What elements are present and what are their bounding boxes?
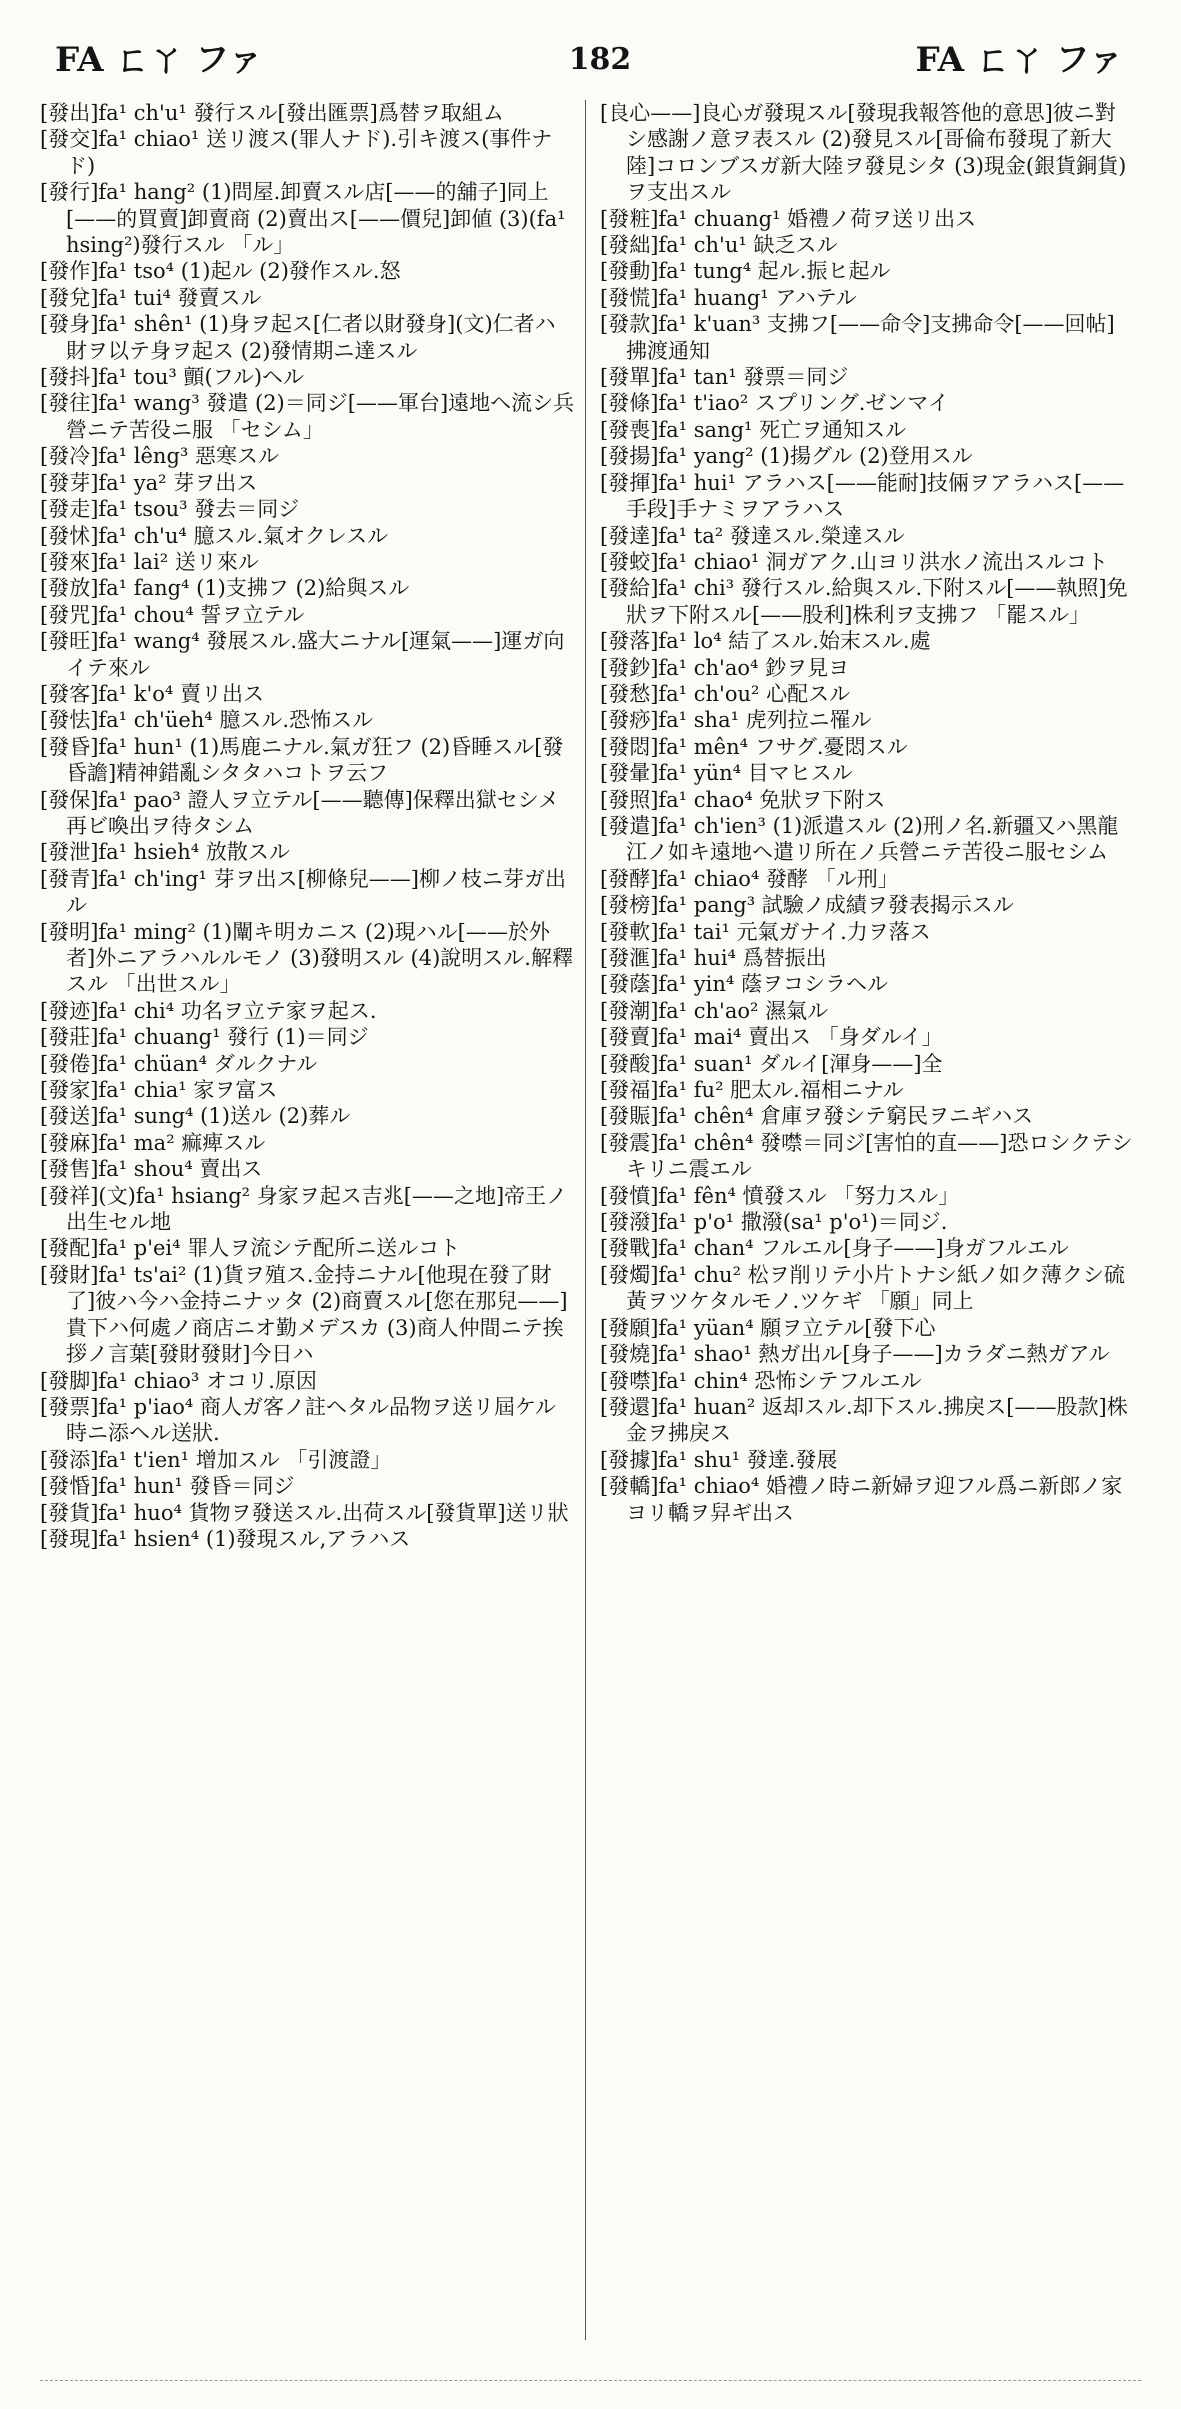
dictionary-entry: [發祥](文)fa¹ hsiang² 身家ヲ起ス吉兆[——之地]帝王ノ出生セル地 [40,1183,568,1235]
dictionary-entry: [發單]fa¹ tan¹ 發票＝同ジ [600,365,849,390]
dictionary-entry: [發抖]fa¹ tou³ 顫(フル)ヘル [40,365,305,390]
dictionary-entry: [發喪]fa¹ sang¹ 死亡ヲ通知スル [600,417,907,442]
dictionary-entry: [發票]fa¹ p'iao⁴ 商人ガ客ノ註ヘタル品物ヲ送リ屆ケル時ニ添ヘル送狀. [40,1394,556,1446]
dictionary-entry: [發痧]fa¹ sha¹ 虎列拉ニ罹ル [600,708,872,733]
left-column [40,100,575,1552]
dictionary-entry: [發家]fa¹ chia¹ 家ヲ富ス [40,1078,278,1103]
dictionary-entry: [發愁]fa¹ ch'ou² 心配スル [600,681,851,706]
page-number: 182 [568,42,632,77]
dictionary-entry: [發揮]fa¹ hui¹ アラハス[——能耐]技倆ヲアラハス[——手段]手ナミヲアラハス [600,470,1125,522]
dictionary-entry: [發咒]fa¹ chou⁴ 誓ヲ立テル [40,602,305,627]
dictionary-entry: [發福]fa¹ fu² 肥太ル.福相ニナル [600,1078,904,1103]
dictionary-entry: [發酵]fa¹ chiao⁴ 發酵 「ル刑」 [600,866,899,891]
dictionary-entry: [發放]fa¹ fang⁴ (1)支拂フ (2)給與スル [40,576,410,601]
right-column [600,100,1135,1526]
dictionary-entry: [發泄]fa¹ hsieh⁴ 放散スル [40,840,290,865]
dictionary-entry: [發燒]fa¹ shao¹ 熱ガ出ル[身子——]カラダニ熱ガアル [600,1342,1110,1367]
dictionary-entry: [發惛]fa¹ hun¹ 發昏＝同ジ [40,1474,295,1499]
dictionary-entry: [發往]fa¹ wang³ 發遣 (2)＝同ジ[——軍台]遠地ヘ流シ兵營ニテ苦役ニ服 「セシム」 [40,391,575,442]
dictionary-entry: [發暈]fa¹ yün⁴ 目マヒスル [600,761,853,786]
dictionary-entry: [發轎]fa¹ chiao⁴ 婚禮ノ時ニ新婦ヲ迎フル爲ニ新郎ノ家ヨリ轎ヲ舁ギ出ス [600,1474,1123,1525]
running-header-right: FA ㄈㄚ ファ [915,40,1123,80]
dictionary-entry: [良心——]良心ガ發現スル[發現我報答他的意思]彼ニ對シ感謝ノ意ヲ表スル (2)發見スル[哥倫布發現了新大陸]コロンブスガ新大陸ヲ發見シタ (3)現金(銀貨銅貨)ヲ支出スル [600,101,1127,205]
column-divider [585,100,586,2340]
dictionary-entry: [發怵]fa¹ ch'u⁴ 臆スル.氣オクレスル [40,523,389,548]
dictionary-entry: [發旺]fa¹ wang⁴ 發展スル.盛大ニナル[運氣——]運ガ向イテ來ル [40,629,565,680]
dictionary-entry: [發蔭]fa¹ yin⁴ 蔭ヲコシラヘル [600,972,888,997]
dictionary-entry: [發賑]fa¹ chên⁴ 倉庫ヲ發シテ窮民ヲニギハス [600,1104,1034,1129]
dictionary-entry: [發遣]fa¹ ch'ien³ (1)派遣スル (2)刑ノ名.新疆又ハ黑龍江ノ如キ遠地ヘ遣リ所在ノ兵營ニテ苦役ニ服セシム [600,813,1119,865]
dictionary-entry: [發倦]fa¹ chüan⁴ ダルクナル [40,1051,318,1076]
bottom-rule [40,2380,1141,2382]
dictionary-entry: [發憤]fa¹ fên⁴ 憤發スル 「努力スル」 [600,1183,960,1208]
dictionary-entry: [發悶]fa¹ mên⁴ フサグ.憂悶スル [600,734,908,759]
dictionary-entry: [發莊]fa¹ chuang¹ 發行 (1)＝同ジ [40,1025,369,1050]
dictionary-entry: [發迹]fa¹ chi⁴ 功名ヲ立テ家ヲ起ス. [40,998,377,1023]
dictionary-entry: [發行]fa¹ hang² (1)問屋.卸賣スル店[——的舖子]同上[——的買賣]卸賣商 (2)賣出ス[——價兒]卸値 (3)(fa¹ hsing²)發行スル 「ル」 [40,180,566,258]
dictionary-entry: [發昏]fa¹ hun¹ (1)馬鹿ニナル.氣ガ狂フ (2)昏睡スル[發昏譫]精神錯亂シタタハコトヲ云フ [40,734,564,786]
dictionary-entry: [發達]fa¹ ta² 發達スル.榮達スル [600,523,905,548]
dictionary-entry: [發揚]fa¹ yang² (1)揚グル (2)登用スル [600,444,973,469]
dictionary-entry: [發貨]fa¹ huo⁴ 貨物ヲ發送スル.出荷スル[發貨單]送リ狀 [40,1500,569,1525]
dictionary-entry: [發慌]fa¹ huang¹ アハテル [600,285,857,310]
dictionary-entry: [發售]fa¹ shou⁴ 賣出ス [40,1157,263,1182]
dictionary-entry: [發脚]fa¹ chiao³ オコリ.原因 [40,1368,317,1393]
dictionary-entry: [發冷]fa¹ lêng³ 惡寒スル [40,444,279,469]
dictionary-entry: [發滙]fa¹ hui⁴ 爲替振出 [600,946,827,970]
dictionary-entry: [發戰]fa¹ chan⁴ フルエル[身子——]身ガフルエル [600,1236,1069,1261]
dictionary-entry: [發客]fa¹ k'o⁴ 賣リ出ス [40,681,265,706]
running-header-left: FA ㄈㄚ ファ [55,40,263,80]
dictionary-entry: [發潮]fa¹ ch'ao² 濕氣ル [600,998,829,1023]
dictionary-entry: [發條]fa¹ t'iao² スプリング.ゼンマイ [600,391,949,416]
dictionary-entry: [發青]fa¹ ch'ing¹ 芽ヲ出ス[柳條兒——]柳ノ枝ニ芽ガ出ル [40,866,566,918]
dictionary-entry: [發交]fa¹ chiao¹ 送リ渡ス(罪人ナド).引キ渡ス(事件ナド) [40,127,553,178]
dictionary-entry: [發據]fa¹ shu¹ 發達.發展 [600,1447,838,1472]
dictionary-entry: [發願]fa¹ yüan⁴ 願ヲ立テル[發下心 [600,1315,936,1340]
dictionary-entry: [發落]fa¹ lo⁴ 結了スル.始末スル.處 [600,629,931,654]
dictionary-entry: [發還]fa¹ huan² 返却スル.却下スル.拂戾ス[——股款]株金ヲ拂戾ス [600,1394,1128,1446]
dictionary-entry: [發送]fa¹ sung⁴ (1)送ル (2)葬ル [40,1104,351,1129]
dictionary-entry: [發照]fa¹ chao⁴ 免狀ヲ下附ス [600,787,886,812]
dictionary-entry: [發財]fa¹ ts'ai² (1)貨ヲ殖ス.金持ニナル[他現在發了財了]彼ハ今ハ金持ニナッタ (2)商賣スル[您在那兒——]貴下ハ何處ノ商店ニオ勤メデスカ (3)商人仲間ニテ挨拶ノ言葉[發財發財]今日ハ [40,1262,568,1367]
dictionary-entry: [發潑]fa¹ p'o¹ 撒潑(sa¹ p'o¹)＝同ジ. [600,1210,948,1235]
dictionary-entry: [發酸]fa¹ suan¹ ダルイ[渾身——]全 [600,1051,943,1076]
dictionary-entry: [發動]fa¹ tung⁴ 起ル.振ヒ起ル [600,259,891,284]
dictionary-entry: [發款]fa¹ k'uan³ 支拂フ[——命令]支拂命令[——回帖]拂渡通知 [600,312,1115,363]
dictionary-entry: [發兌]fa¹ tui⁴ 發賣スル [40,285,262,310]
dictionary-entry: [發給]fa¹ chi³ 發行スル.給與スル.下附スル[——執照]免狀ヲ下附スル[——股利]株利ヲ支拂フ 「罷スル」 [600,576,1128,627]
dictionary-entry: [發麻]fa¹ ma² 痲痺スル [40,1130,266,1155]
dictionary-entry: [發出]fa¹ ch'u¹ 發行スル[發出匯票]爲替ヲ取組ム [40,101,504,125]
dictionary-entry: [發添]fa¹ t'ien¹ 增加スル 「引渡證」 [40,1447,392,1472]
dictionary-entry: [發保]fa¹ pao³ 證人ヲ立テル[——聽傳]保釋出獄セシメ再ビ喚出ヲ待タシム [40,787,560,838]
dictionary-entry: [發軟]fa¹ tai¹ 元氣ガナイ.力ヲ落ス [600,919,931,944]
dictionary-entry: [發噤]fa¹ chin⁴ 恐怖シテフルエル [600,1368,922,1393]
dictionary-entry: [發怯]fa¹ ch'üeh⁴ 臆スル.恐怖スル [40,708,374,733]
dictionary-entry: [發粧]fa¹ chuang¹ 婚禮ノ荷ヲ送リ出ス [600,206,977,231]
dictionary-entry: [發身]fa¹ shên¹ (1)身ヲ起ス[仁者以財發身](文)仁者ハ財ヲ以テ身ヲ起ス (2)發情期ニ達スル [40,312,556,363]
dictionary-entry: [發明]fa¹ ming² (1)闡キ明カニス (2)現ハル[——於外者]外ニアラハルルモノ (3)發明スル (4)說明スル.解釋スル 「出世スル」 [40,919,573,997]
dictionary-entry: [發絀]fa¹ ch'u¹ 缺乏スル [600,233,838,258]
dictionary-entry: [發震]fa¹ chên⁴ 發噤＝同ジ[害怕的直——]恐ロシクテシキリニ震エル [600,1130,1133,1182]
dictionary-entry: [發蛟]fa¹ chiao¹ 洞ガアク.山ヨリ洪水ノ流出スルコト [600,549,1109,574]
dictionary-entry: [發鈔]fa¹ ch'ao⁴ 鈔ヲ見ヨ [600,655,850,680]
dictionary-entry: [發配]fa¹ p'ei⁴ 罪人ヲ流シテ配所ニ送ルコト [40,1236,461,1261]
dictionary-entry: [發現]fa¹ hsien⁴ (1)發現スル,アラハス [40,1526,411,1551]
dictionary-entry: [發燭]fa¹ chu² 松ヲ削リテ小片トナシ紙ノ如ク薄クシ硫黃ヲツケタルモノ.ツケギ 「願」同上 [600,1262,1125,1314]
dictionary-entry: [發芽]fa¹ ya² 芽ヲ出ス [40,470,258,495]
dictionary-entry: [發作]fa¹ tso⁴ (1)起ル (2)發作スル.怒 [40,259,401,284]
dictionary-entry: [發走]fa¹ tsou³ 發去＝同ジ [40,497,300,522]
dictionary-entry: [發賣]fa¹ mai⁴ 賣出ス 「身ダルイ」 [600,1025,943,1050]
dictionary-entry: [發榜]fa¹ pang³ 試驗ノ成績ヲ發表揭示スル [600,893,1014,918]
dictionary-entry: [發來]fa¹ lai² 送リ來ル [40,549,259,574]
